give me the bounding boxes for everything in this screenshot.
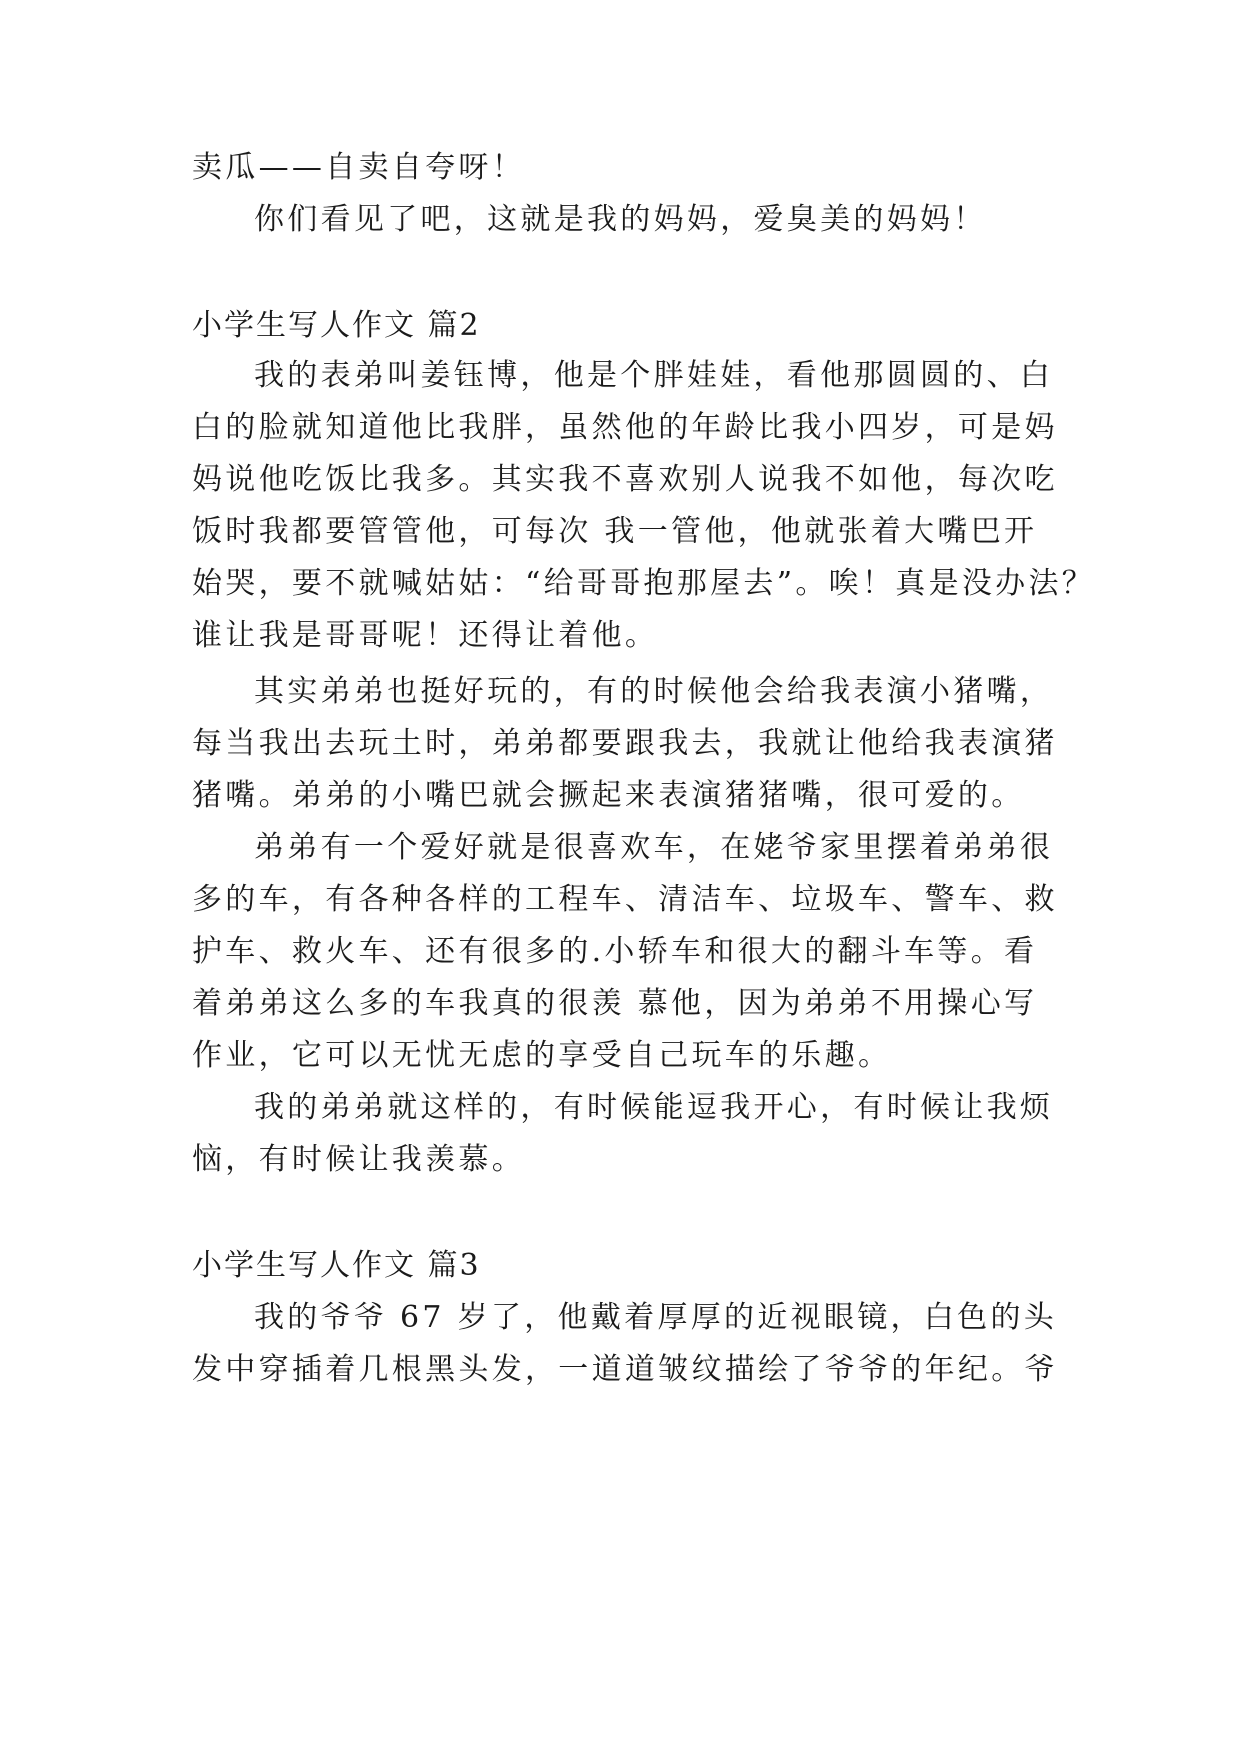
section-heading-3: 小学生写人作文 篇3 <box>192 1248 481 1283</box>
paragraph-line: 发中穿插着几根黑头发，一道道皱纹描绘了爷爷的年纪。爷 <box>192 1352 1058 1387</box>
paragraph-line: 恼，有时候让我羡慕。 <box>192 1142 525 1177</box>
paragraph-line: 猪嘴。弟弟的小嘴巴就会撅起来表演猪猪嘴，很可爱的。 <box>192 778 1025 813</box>
paragraph-line: 作业，它可以无忧无虑的享受自己玩车的乐趣。 <box>192 1038 892 1073</box>
paragraph-line: 弟弟有一个爱好就是很喜欢车，在姥爷家里摆着弟弟很 <box>254 830 1054 865</box>
paragraph-line: 每当我出去玩土时，弟弟都要跟我去，我就让他给我表演猪 <box>192 726 1058 761</box>
paragraph-line: 你们看见了吧，这就是我的妈妈，爱臭美的妈妈！ <box>254 202 987 237</box>
paragraph-line: 着弟弟这么多的车我真的很羡 慕他，因为弟弟不用操心写 <box>192 986 1038 1021</box>
paragraph-line: 白的脸就知道他比我胖，虽然他的年龄比我小四岁，可是妈 <box>192 410 1058 445</box>
paragraph-line: 其实弟弟也挺好玩的，有的时候他会给我表演小猪嘴， <box>254 674 1054 709</box>
paragraph-line: 我的爷爷 67 岁了，他戴着厚厚的近视眼镜，白色的头 <box>254 1300 1058 1335</box>
paragraph-line: 始哭，要不就喊姑姑：“给哥哥抱那屋去”。唉！真是没办法？ <box>192 566 1096 601</box>
paragraph-line: 谁让我是哥哥呢！还得让着他。 <box>192 618 659 653</box>
paragraph-line: 我的弟弟就这样的，有时候能逗我开心，有时候让我烦 <box>254 1090 1054 1125</box>
section-heading-2: 小学生写人作文 篇2 <box>192 308 481 343</box>
paragraph-line: 卖瓜——自卖自夸呀！ <box>192 150 525 185</box>
paragraph-line: 我的表弟叫姜钰博，他是个胖娃娃，看他那圆圆的、白 <box>254 358 1054 393</box>
paragraph-line: 护车、救火车、还有很多的.小轿车和很大的翻斗车等。看 <box>192 934 1038 969</box>
paragraph-line: 多的车，有各种各样的工程车、清洁车、垃圾车、警车、救 <box>192 882 1058 917</box>
paragraph-line: 饭时我都要管管他，可每次 我一管他，他就张着大嘴巴开 <box>192 514 1038 549</box>
paragraph-line: 妈说他吃饭比我多。其实我不喜欢别人说我不如他，每次吃 <box>192 462 1058 497</box>
